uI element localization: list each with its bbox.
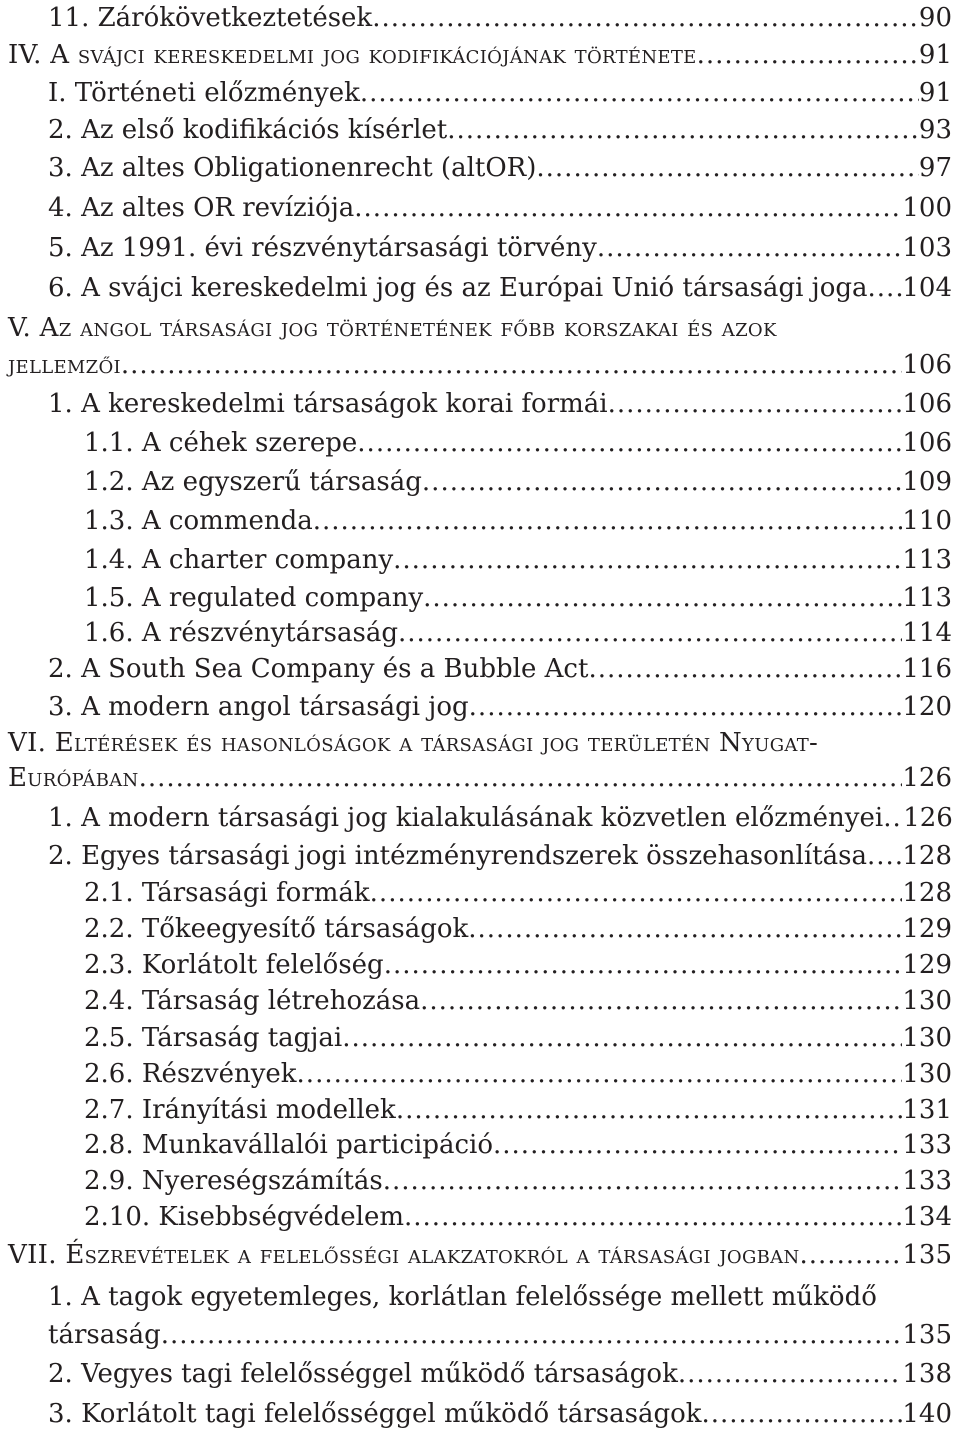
toc-entry[interactable] (48, 75, 952, 111)
toc-page-number: 93 (918, 115, 952, 145)
toc-entry-title: 3. A modern angol társasági jog (48, 692, 469, 722)
dot-leader (393, 542, 902, 578)
toc-entry-title: 1.3. A commenda (84, 506, 313, 536)
toc-entry[interactable] (48, 112, 952, 148)
toc-page-number: 126 (902, 763, 952, 793)
toc-page-number: 100 (902, 193, 952, 223)
toc-chapter[interactable] (8, 37, 952, 73)
dot-leader (121, 347, 902, 383)
toc-subentry[interactable] (84, 1056, 952, 1092)
toc-subentry[interactable] (84, 875, 952, 911)
toc-chapter[interactable] (8, 760, 952, 796)
toc-entry-title: 2. Az első kodifikációs kísérlet (48, 115, 448, 145)
toc-page-number: 109 (902, 467, 952, 497)
toc-entry-title: 2. Egyes társasági jogi intézményrendszerek összehasonlítása (48, 841, 867, 871)
toc-entry-title: 2.10. Kisebbségvédelem (84, 1202, 405, 1232)
toc-subentry[interactable] (84, 542, 952, 578)
toc-entry-title: 1.2. Az egyszerű társaság (84, 467, 422, 497)
toc-entry-title: 11. Zárókövetkeztetések (48, 3, 373, 33)
toc-entry-title: 2.1. Társasági formák (84, 878, 370, 908)
toc-subentry[interactable] (84, 1020, 952, 1056)
dot-leader (867, 838, 902, 874)
toc-entry-title-line: 1. A tagok egyetemleges, korlátlan felelőssége mellett működő (48, 1282, 877, 1312)
toc-entry-title: 1.5. A regulated company (84, 583, 424, 613)
toc-page-number: 140 (902, 1399, 952, 1429)
toc-page-number: 128 (902, 878, 952, 908)
toc-entry[interactable] (48, 190, 952, 226)
toc-chapter[interactable] (8, 347, 952, 383)
toc-entry[interactable] (48, 689, 952, 725)
dot-leader (423, 580, 902, 616)
toc-page-number: 133 (902, 1166, 952, 1196)
toc-entry[interactable] (48, 1396, 952, 1432)
dot-leader (883, 800, 903, 836)
toc-subentry[interactable] (84, 503, 952, 539)
dot-leader (313, 503, 903, 539)
dot-leader (608, 386, 903, 422)
dot-leader (370, 875, 903, 911)
dot-leader (493, 1127, 902, 1163)
toc-entry-title: 2.5. Társaság tagjai (84, 1023, 343, 1053)
toc-chapter[interactable] (8, 1237, 952, 1273)
toc-page-number: 120 (902, 692, 952, 722)
toc-entry-title: 2. A South Sea Company és a Bubble Act (48, 654, 589, 684)
toc-page-number: 135 (902, 1240, 952, 1270)
toc-entry-title: 2.4. Társaság létrehozása (84, 986, 421, 1016)
toc-entry[interactable] (48, 1356, 952, 1392)
dot-leader (588, 651, 902, 687)
toc-page-number: 91 (918, 78, 952, 108)
toc-entry-title: 4. Az altes OR revíziója (48, 193, 355, 223)
toc-page-number: 104 (902, 273, 952, 303)
toc-page-number: 97 (918, 153, 952, 183)
dot-leader (396, 1092, 903, 1128)
toc-subentry[interactable] (84, 911, 952, 947)
dot-leader (536, 150, 919, 186)
toc-page-number: 110 (902, 506, 952, 536)
toc-entry-title: 3. Az altes Obligationenrecht (altOR) (48, 153, 537, 183)
toc-subentry[interactable] (84, 615, 952, 651)
toc-entry-title: 1. A kereskedelmi társaságok korai formái (48, 389, 608, 419)
toc-entry[interactable] (48, 1317, 952, 1353)
toc-page-number: 113 (902, 545, 952, 575)
toc-entry-title: I. Történeti előzmények (48, 78, 360, 108)
toc-entry-title: 3. Korlátolt tagi felelősséggel működő társaságok (48, 1399, 702, 1429)
toc-page-number: 130 (902, 1023, 952, 1053)
toc-entry-title: 2.3. Korlátolt felelőség (84, 950, 384, 980)
toc-entry[interactable] (48, 270, 952, 306)
dot-leader (297, 1056, 903, 1092)
toc-entry-title: 1.1. A céhek szerepe (84, 428, 358, 458)
dot-leader (469, 689, 903, 725)
dot-leader (697, 37, 919, 73)
toc-entry-title: 6. A svájci kereskedelmi jog és az Európai Unió társasági joga (48, 273, 868, 303)
toc-entry-title: 1.6. A részvénytársaság (84, 618, 398, 648)
dot-leader (357, 425, 902, 461)
dot-leader (372, 0, 919, 36)
toc-page-number: 116 (902, 654, 952, 684)
toc-subentry[interactable] (84, 983, 952, 1019)
dot-leader (702, 1396, 903, 1432)
dot-leader (360, 75, 919, 111)
toc-page-number: 90 (918, 3, 952, 33)
toc-subentry[interactable] (84, 1163, 952, 1199)
toc-subentry[interactable] (84, 580, 952, 616)
toc-page-number: 131 (902, 1095, 952, 1125)
toc-chapter-title: jellemzői (8, 350, 121, 380)
toc-subentry[interactable] (84, 1092, 952, 1128)
toc-subentry[interactable] (84, 1199, 952, 1235)
toc-chapter-title: Európában (8, 763, 139, 793)
toc-entry[interactable] (48, 0, 952, 36)
toc-entry-title: 2.6. Részvények (84, 1059, 297, 1089)
toc-page-number: 130 (902, 1059, 952, 1089)
toc-chapter-title: IV. A svájci kereskedelmi jog kodifikációjának története (8, 40, 697, 70)
toc-entry[interactable] (48, 800, 952, 836)
toc-entry-title: 2. Vegyes tagi felelősséggel működő társaságok (48, 1359, 678, 1389)
toc-page-number: 114 (902, 618, 952, 648)
toc-page-number: 130 (902, 986, 952, 1016)
toc-entry-title: 1. A modern társasági jog kialakulásának közvetlen előzményei (48, 803, 884, 833)
toc-entry[interactable] (48, 230, 952, 266)
dot-leader (597, 230, 903, 266)
toc-subentry[interactable] (84, 425, 952, 461)
toc-chapter-title: VII. Észrevételek a felelősségi alakzatokról a társasági jogban (8, 1240, 800, 1270)
toc-page-number: 126 (903, 803, 953, 833)
toc-entry-title: 1.4. A charter company (84, 545, 394, 575)
dot-leader (800, 1237, 903, 1273)
toc-page-number: 106 (902, 350, 952, 380)
toc-chapter-title-line: VI. Eltérések és hasonlóságok a társasági jog területén Nyugat- (8, 728, 819, 758)
dot-leader (868, 270, 903, 306)
toc-page-number: 128 (902, 841, 952, 871)
toc-entry[interactable] (48, 150, 952, 186)
toc-page-number: 91 (918, 40, 952, 70)
dot-leader (678, 1356, 903, 1392)
dot-leader (447, 112, 919, 148)
toc-page-number: 106 (902, 389, 952, 419)
toc-page-number: 134 (902, 1202, 952, 1232)
toc-page-number: 106 (902, 428, 952, 458)
toc-entry-title: 5. Az 1991. évi részvénytársasági törvény (48, 233, 597, 263)
dot-leader (468, 911, 902, 947)
toc-subentry[interactable] (84, 464, 952, 500)
toc-entry-title: társaság (48, 1320, 161, 1350)
toc-entry-title: 2.9. Nyereségszámítás (84, 1166, 383, 1196)
dot-leader (139, 760, 903, 796)
toc-subentry[interactable] (84, 1127, 952, 1163)
dot-leader (161, 1317, 903, 1353)
dot-leader (422, 464, 902, 500)
toc-page-number: 103 (902, 233, 952, 263)
toc-page-number: 129 (902, 950, 952, 980)
toc-page-number: 133 (902, 1130, 952, 1160)
toc-page-number: 113 (902, 583, 952, 613)
dot-leader (398, 615, 902, 651)
toc-page-number: 135 (902, 1320, 952, 1350)
dot-leader (354, 190, 902, 226)
dot-leader (342, 1020, 902, 1056)
dot-leader (420, 983, 902, 1019)
toc-entry-title: 2.8. Munkavállalói participáció (84, 1130, 494, 1160)
toc-entry[interactable] (48, 838, 952, 874)
dot-leader (383, 1163, 903, 1199)
toc-page-number: 129 (902, 914, 952, 944)
toc-chapter-title-line: V. Az angol társasági jog történetének főbb korszakai és azok (8, 313, 777, 343)
dot-leader (404, 1199, 902, 1235)
toc-page-number: 138 (902, 1359, 952, 1389)
toc-entry-title: 2.2. Tőkeegyesítő társaságok (84, 914, 469, 944)
toc-subentry[interactable] (84, 947, 952, 983)
toc-entry-title: 2.7. Irányítási modellek (84, 1095, 396, 1125)
toc-entry[interactable] (48, 651, 952, 687)
dot-leader (384, 947, 903, 983)
toc-entry[interactable] (48, 386, 952, 422)
